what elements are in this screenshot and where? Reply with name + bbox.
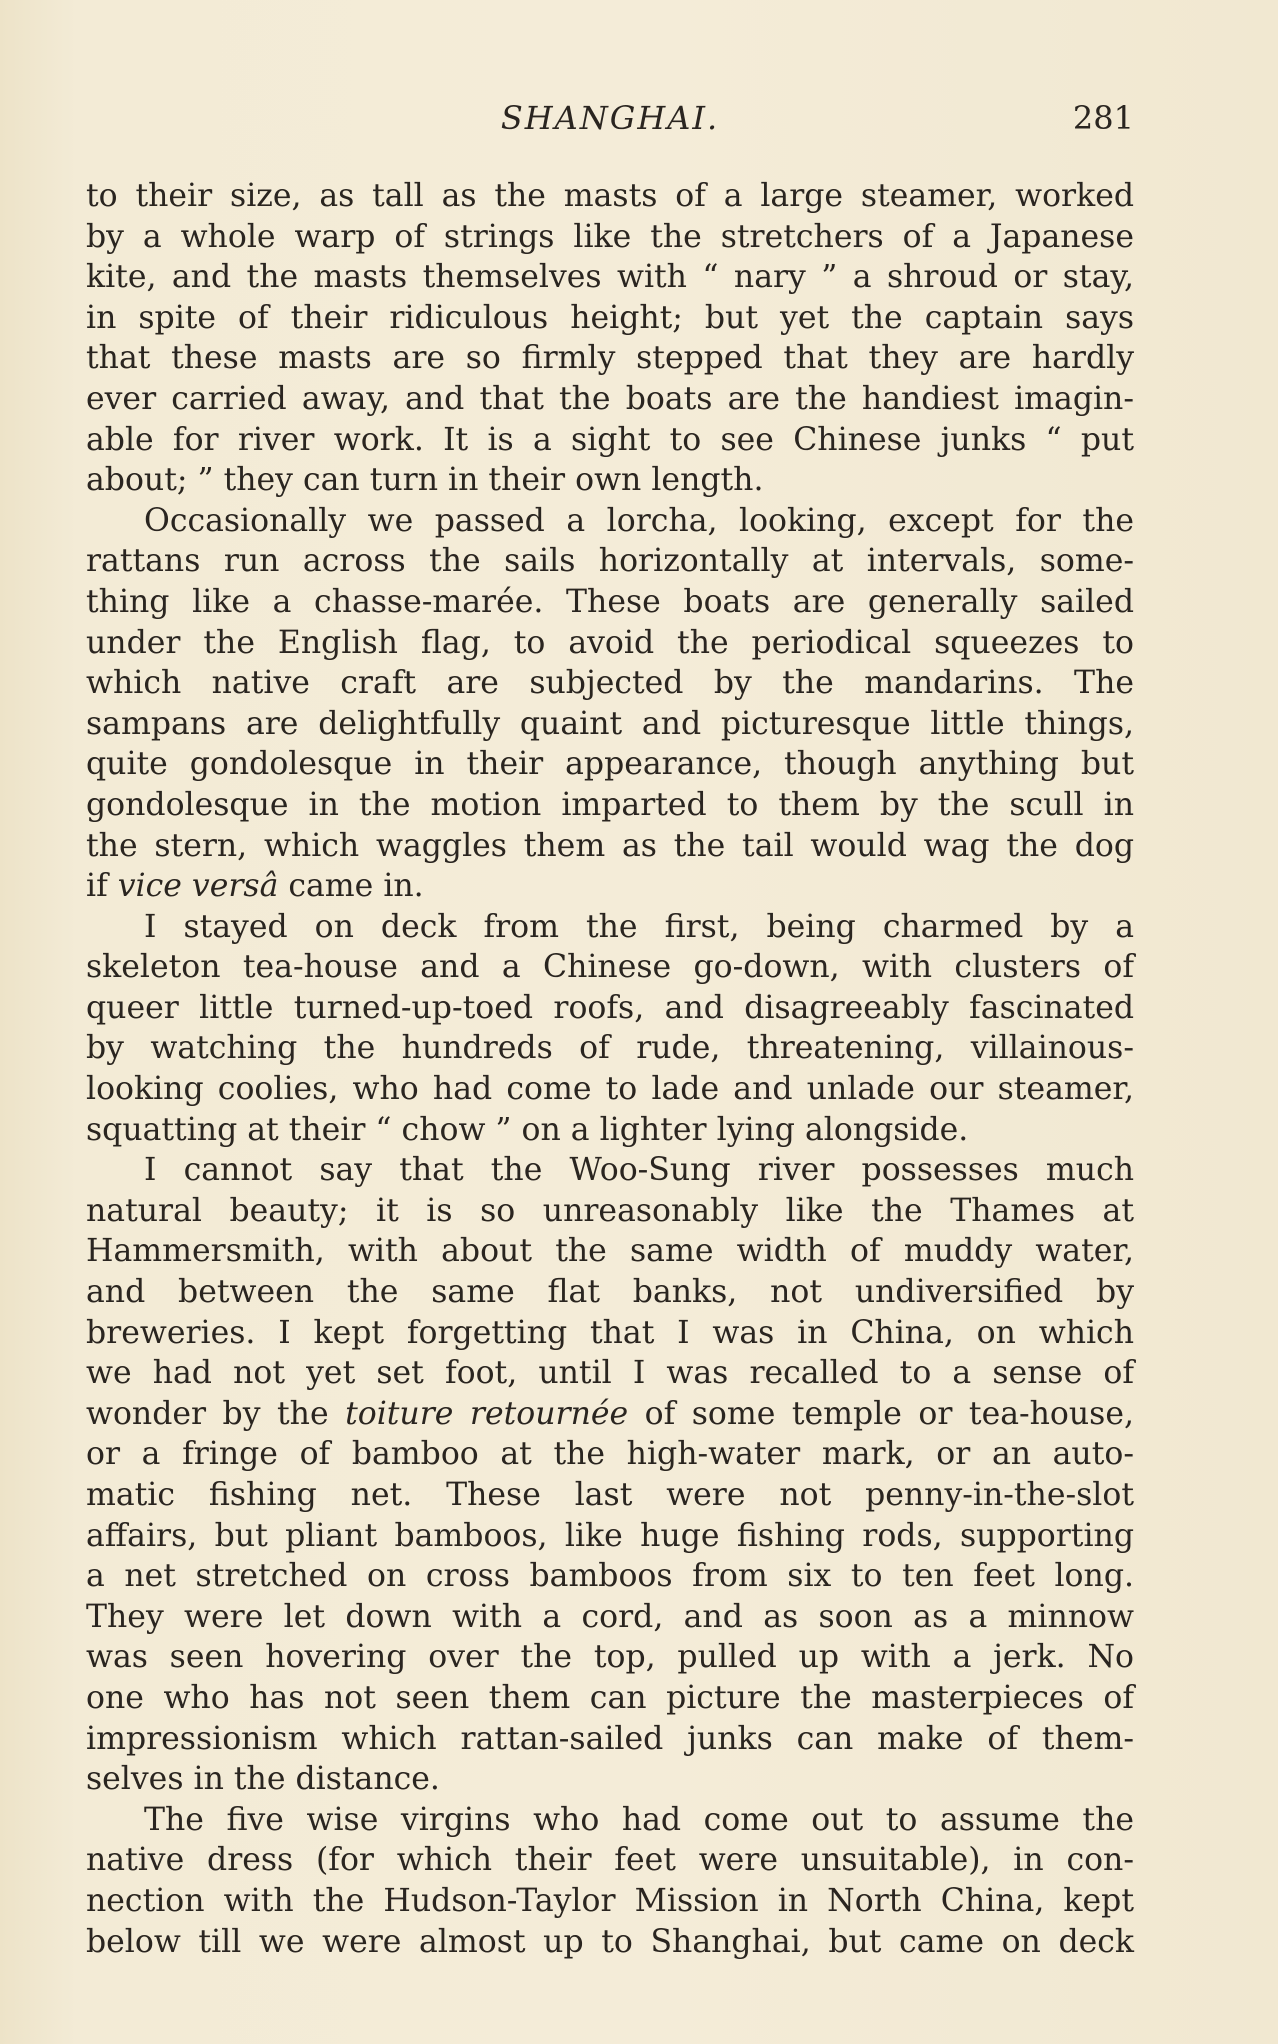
text-line: rattans run across the sails horizontally at intervals, some- <box>86 543 1134 580</box>
paragraph <box>86 1800 1134 1962</box>
text-line: I stayed on deck from the first, being charmed by a <box>144 908 1134 945</box>
text-line: one who has not seen them can picture the masterpieces of <box>86 1679 1134 1716</box>
text-line: breweries. I kept forgetting that I was in China, on which <box>86 1314 1134 1351</box>
text-line: impressionism which rattan-sailed junks can make of them- <box>86 1720 1134 1757</box>
paragraph <box>86 501 1134 907</box>
text-line: in spite of their ridiculous height; but yet the captain says <box>86 299 1134 336</box>
text-line: sampans are delightfully quaint and picturesque little things, <box>86 705 1134 742</box>
text-segment: wonder by the <box>86 1395 346 1432</box>
paragraph <box>86 1150 1134 1800</box>
paragraph <box>86 176 1134 501</box>
text-segment: of some temple or tea-house, <box>628 1395 1134 1432</box>
text-segment: if <box>86 868 118 905</box>
page-header <box>86 96 1134 140</box>
text-line: natural beauty; it is so unreasonably like the Thames at <box>86 1192 1134 1229</box>
text-line: or a fringe of bamboo at the high-water mark, or an auto- <box>86 1436 1134 1473</box>
text-line: skeleton tea-house and a Chinese go-down, with clusters of <box>86 949 1134 986</box>
text-line: Occasionally we passed a lorcha, looking, except for the <box>144 502 1134 539</box>
text-line <box>86 1394 1134 1435</box>
text-segment: came in. <box>278 868 424 905</box>
text-line: the stern, which waggles them as the tail would wag the dog <box>86 827 1134 864</box>
text-line: below till we were almost up to Shanghai, but came on deck <box>86 1923 1134 1960</box>
italic-phrase: vice versâ <box>117 868 279 905</box>
italic-phrase: toiture retournée <box>345 1395 629 1432</box>
paragraph <box>86 907 1134 1151</box>
text-line: a net stretched on cross bamboos from six to ten feet long. <box>86 1558 1134 1595</box>
text-line: able for river work. It is a sight to see Chinese junks “ put <box>86 421 1134 458</box>
text-line: kite, and the masts themselves with “ nary ” a shroud or stay, <box>86 259 1134 296</box>
body-text <box>86 176 1134 1962</box>
text-line: queer little turned-up-toed roofs, and disagreeably fascinated <box>86 989 1134 1026</box>
text-line: by watching the hundreds of rude, threatening, villainous- <box>86 1030 1134 1067</box>
text-line: to their size, as tall as the masts of a large steamer, worked <box>86 178 1134 214</box>
text-line: by a whole warp of strings like the stretchers of a Japanese <box>86 218 1134 255</box>
text-line: was seen hovering over the top, pulled up with a jerk. No <box>86 1639 1134 1676</box>
page-number: 281 <box>1072 99 1134 137</box>
text-line: squatting at their “ chow ” on a lighter lying alongside. <box>86 1111 969 1148</box>
text-line: gondolesque in the motion imparted to them by the scull in <box>86 786 1134 823</box>
text-line: about; ” they can turn in their own length. <box>86 462 764 499</box>
text-line: looking coolies, who had come to lade and unlade our steamer, <box>86 1071 1134 1108</box>
text-line: I cannot say that the Woo-Sung river possesses much <box>144 1152 1134 1189</box>
text-line: thing like a chasse-marée. These boats are generally sailed <box>86 583 1134 620</box>
text-line: matic fishing net. These last were not penny-in-the-slot <box>86 1477 1134 1513</box>
text-line: selves in the distance. <box>86 1761 440 1798</box>
text-line: under the English flag, to avoid the periodical squeezes to <box>86 624 1134 661</box>
text-line: native dress (for which their feet were unsuitable), in con- <box>86 1842 1134 1879</box>
text-line: that these masts are so firmly stepped that they are hardly <box>86 340 1134 377</box>
text-line: affairs, but pliant bamboos, like huge fishing rods, supporting <box>86 1517 1134 1554</box>
text-line: They were let down with a cord, and as soon as a minnow <box>86 1598 1134 1635</box>
text-line: ever carried away, and that the boats are the handiest imagin- <box>86 380 1134 417</box>
text-line: quite gondolesque in their appearance, though anything but <box>86 746 1134 783</box>
text-line <box>86 866 1134 907</box>
text-line: and between the same flat banks, not undiversified by <box>86 1274 1134 1311</box>
running-head: SHANGHAI. <box>500 99 720 137</box>
text-line: The five wise virgins who had come out to assume the <box>144 1801 1134 1838</box>
text-line: which native craft are subjected by the mandarins. The <box>86 665 1134 702</box>
text-line: we had not yet set foot, until I was recalled to a sense of <box>86 1355 1134 1392</box>
text-line: nection with the Hudson-Taylor Mission in North China, kept <box>86 1882 1134 1919</box>
text-line: Hammersmith, with about the same width of muddy water, <box>86 1233 1134 1270</box>
